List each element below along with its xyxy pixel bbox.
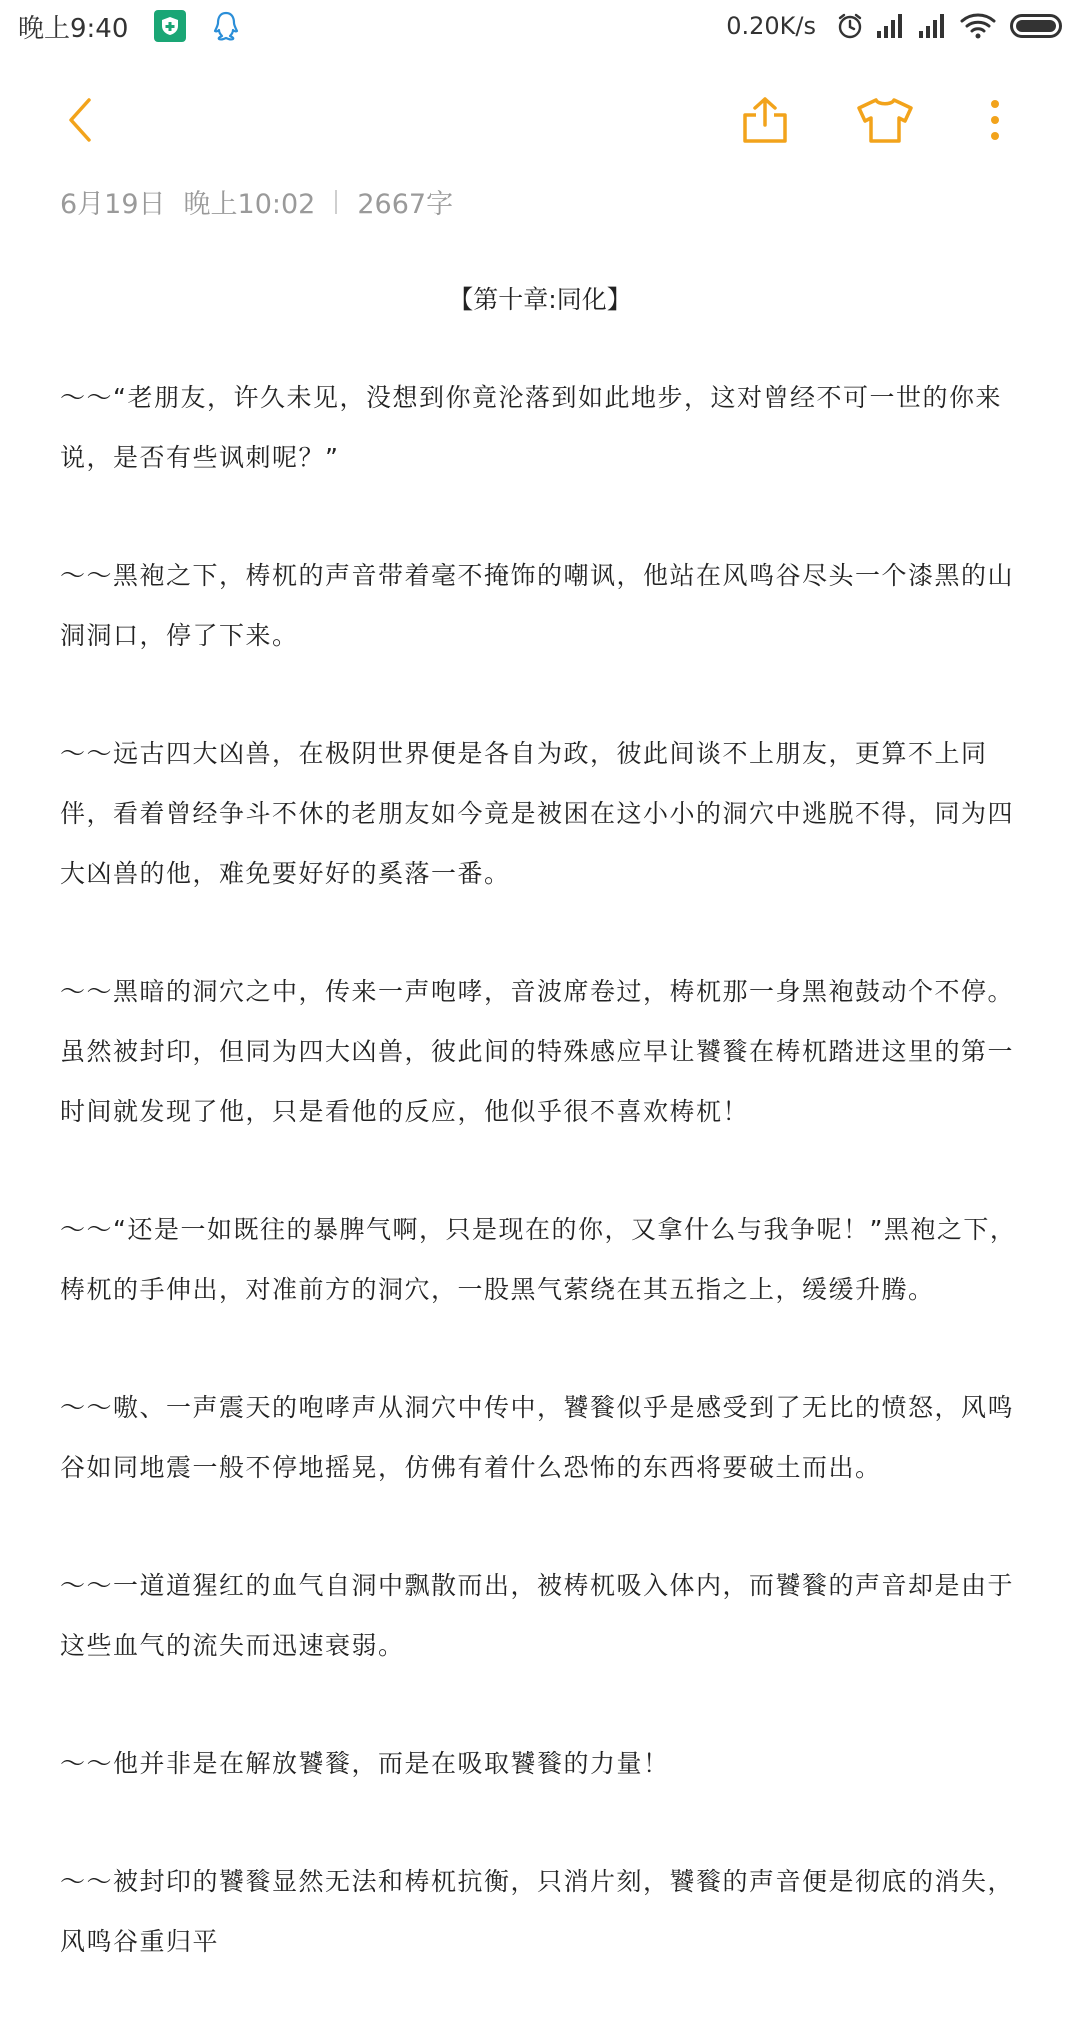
back-button[interactable] (50, 80, 110, 160)
more-icon (989, 96, 1001, 144)
meta-divider (335, 190, 337, 214)
note-content[interactable] (60, 280, 1020, 2030)
theme-shirt-icon (855, 95, 915, 145)
battery-icon (1010, 14, 1062, 38)
share-button[interactable] (730, 80, 800, 160)
note-time: 晚上10:02 (183, 189, 316, 220)
paragraph: ～～嗷、一声震天的咆哮声从洞穴中传中，饕餮似乎是感受到了无比的愤怒，风鸣谷如同地震一般不停地摇晃，仿佛有着什么恐怖的东西将要破土而出。 (60, 1393, 1015, 1482)
paragraph: ～～“老朋友，许久未见，没想到你竟沦落到如此地步，这对曾经不可一世的你来说，是否有些讽刺呢？” (60, 383, 1002, 472)
paragraph: ～～一道道猩红的血气自洞中飘散而出，被梼杌吸入体内，而饕餮的声音却是由于这些血气的流失而迅速衰弱。 (60, 1571, 1015, 1660)
status-left (18, 8, 240, 45)
more-button[interactable] (970, 80, 1020, 160)
signal-icon (918, 13, 948, 39)
net-speed: 0.20K/s (726, 12, 816, 40)
shield-icon (154, 10, 186, 42)
note-meta (60, 182, 453, 221)
paragraph: ～～黑暗的洞穴之中，传来一声咆哮，音波席卷过，梼杌那一身黑袍鼓动个不停。虽然被封印，但同为四大凶兽，彼此间的特殊感应早让饕餮在梼杌踏进这里的第一时间就发现了他，只是看他的反应，他似乎很不喜欢梼杌！ (60, 977, 1015, 1126)
wifi-icon (960, 12, 996, 40)
paragraph: ～～他并非是在解放饕餮，而是在吸取饕餮的力量！ (60, 1749, 670, 1778)
paragraph: ～～远古四大凶兽，在极阴世界便是各自为政，彼此间谈不上朋友，更算不上同伴，看着曾经争斗不休的老朋友如今竟是被困在这小小的洞穴中逃脱不得，同为四大凶兽的他，难免要好好的奚落一番。 (60, 739, 1015, 888)
battery-level (1016, 20, 1056, 32)
alarm-icon (836, 12, 864, 40)
toolbar (0, 80, 1080, 160)
note-date: 6月19日 (60, 189, 166, 220)
status-right (726, 12, 1062, 40)
status-time: 晚上9:40 (18, 13, 129, 44)
back-icon (65, 96, 95, 144)
word-count: 2667字 (357, 189, 454, 220)
share-icon (740, 95, 790, 145)
paragraph: ～～被封印的饕餮显然无法和梼杌抗衡，只消片刻，饕餮的声音便是彻底的消失，风鸣谷重归平 (60, 1867, 1015, 1956)
theme-button[interactable] (845, 80, 925, 160)
qq-icon (212, 10, 240, 42)
paragraph: ～～黑袍之下，梼杌的声音带着毫不掩饰的嘲讽，他站在风鸣谷尽头一个漆黑的山洞洞口，停了下来。 (60, 561, 1015, 650)
chapter-title: 【第十章:同化】 (448, 285, 632, 314)
status-bar (0, 0, 1080, 52)
signal-icon (876, 13, 906, 39)
paragraph: ～～“还是一如既往的暴脾气啊，只是现在的你，又拿什么与我争呢！”黑袍之下，梼杌的手伸出，对准前方的洞穴，一股黑气萦绕在其五指之上，缓缓升腾。 (60, 1215, 1017, 1304)
